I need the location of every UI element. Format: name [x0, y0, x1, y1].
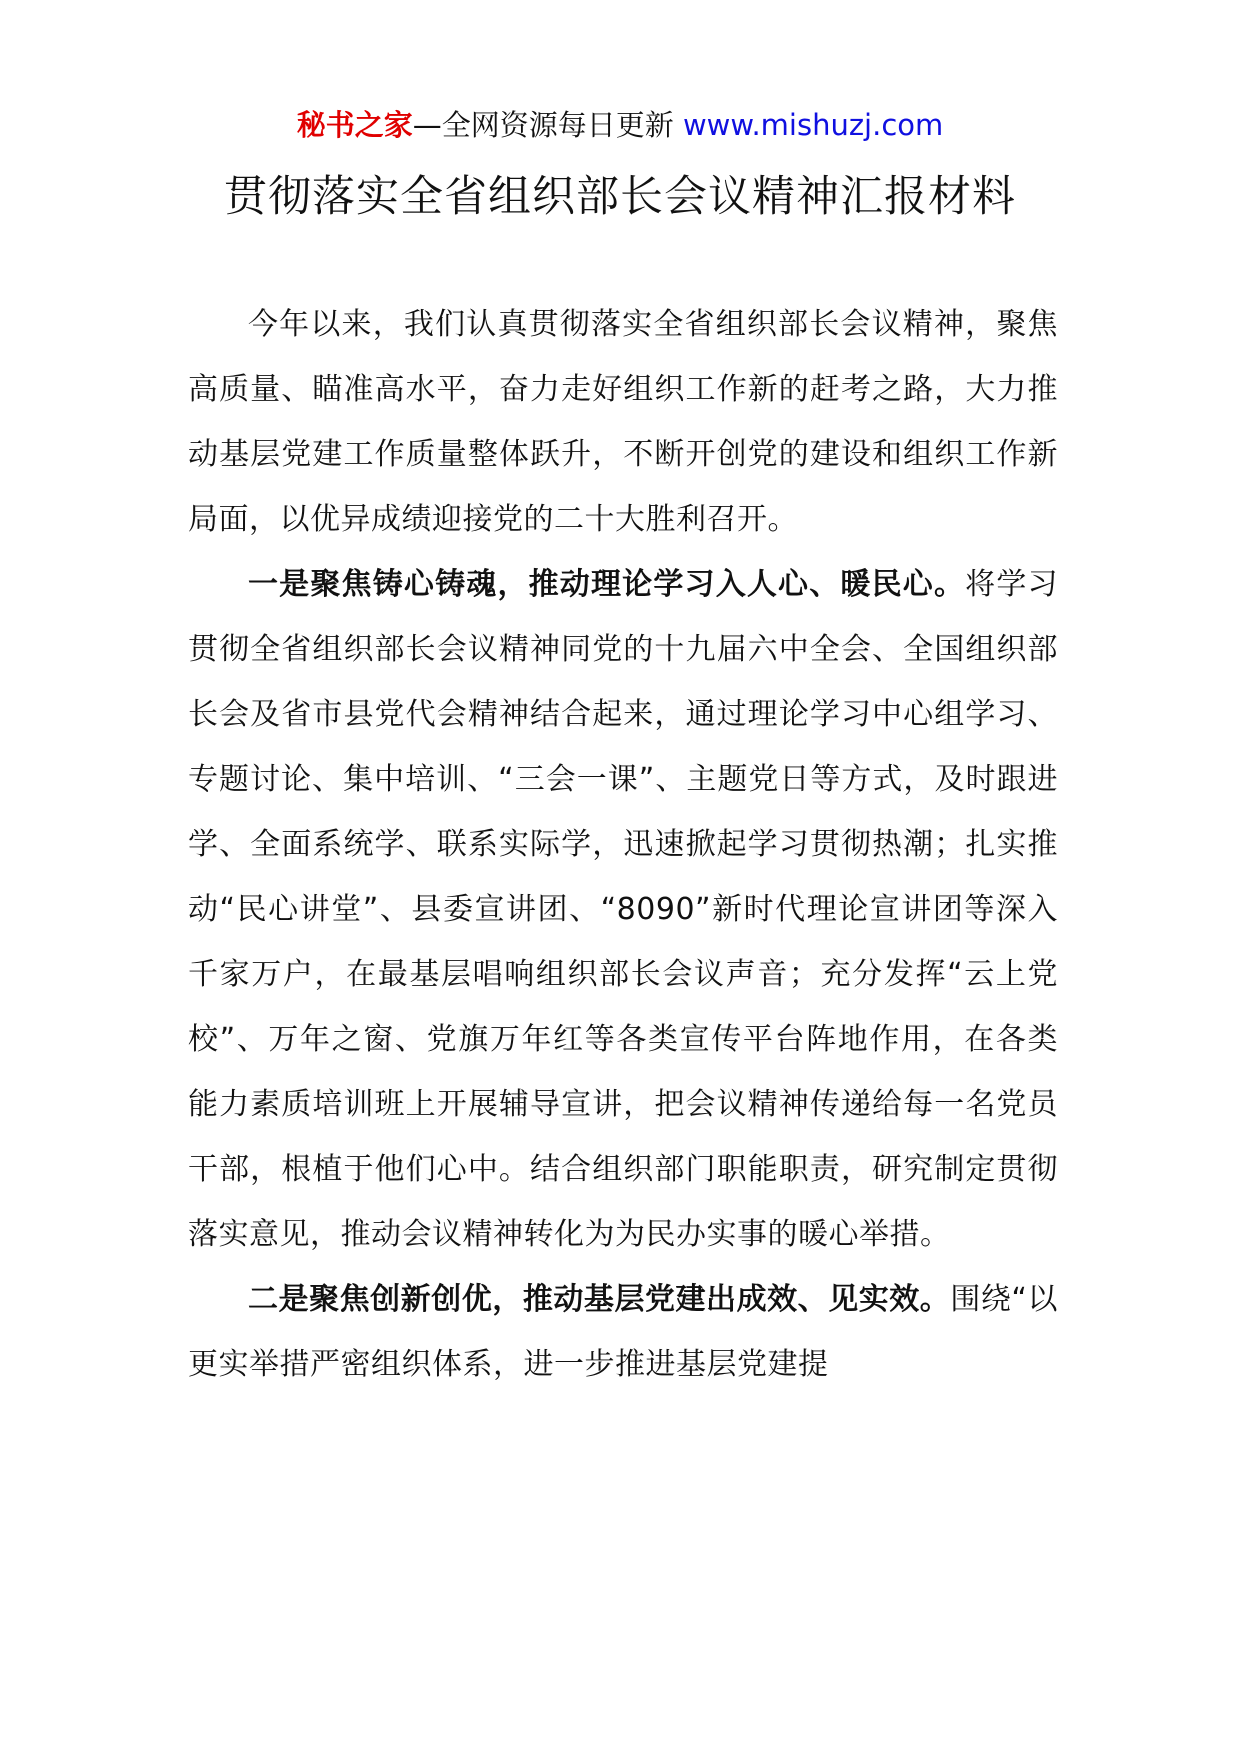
paragraph-point-one — [188, 552, 1058, 1267]
site-tagline: —全网资源每日更新 — [412, 108, 683, 142]
paragraph-text: 今年以来，我们认真贯彻落实全省组织部长会议精神，聚焦高质量、瞄准高水平，奋力走好组织工作新的赶考之路，大力推动基层党建工作质量整体跃升，不断开创党的建设和组织工作新局面，以优异成绩迎接党的二十大胜利召开。 — [188, 307, 1058, 537]
paragraph-point-two — [188, 1267, 1058, 1397]
paragraph-text: 将学习贯彻全省组织部长会议精神同党的十九届六中全会、全国组织部长会及省市县党代会精神结合起来，通过理论学习中心组学习、专题讨论、集中培训、“三会一课”、主题党日等方式，及时跟进学、全面系统学、联系实际学，迅速掀起学习贯彻热潮；扎实推动“民心讲堂”、县委宣讲团、“8090”新时代理论宣讲团等深入千家万户，在最基层唱响组织部长会议声音；充分发挥“云上党校”、万年之窗、党旗万年红等各类宣传平台阵地作用，在各类能力素质培训班上开展辅导宣讲，把会议精神传递给每一名党员干部，根植于他们心中。结合组织部门职能职责，研究制定贯彻落实意见，推动会议精神转化为为民办实事的暖心举措。 — [188, 567, 1059, 1252]
document-title: 贯彻落实全省组织部长会议精神汇报材料 — [224, 172, 1016, 222]
paragraph-text: 围绕“以更实举措严密组织体系，进一步推进基层党建提 — [188, 1282, 1058, 1382]
paragraph-intro — [188, 292, 1058, 552]
site-brand: 秘书之家 — [296, 108, 413, 142]
paragraph-lead: 二是聚焦创新创优，推动基层党建出成效、见实效。 — [248, 1282, 951, 1317]
document-body — [188, 292, 1058, 1397]
site-header — [0, 100, 1240, 150]
site-url-link[interactable]: www.mishuzj.com — [682, 108, 944, 142]
paragraph-lead: 一是聚焦铸心铸魂，推动理论学习入人心、暖民心。 — [248, 567, 966, 602]
